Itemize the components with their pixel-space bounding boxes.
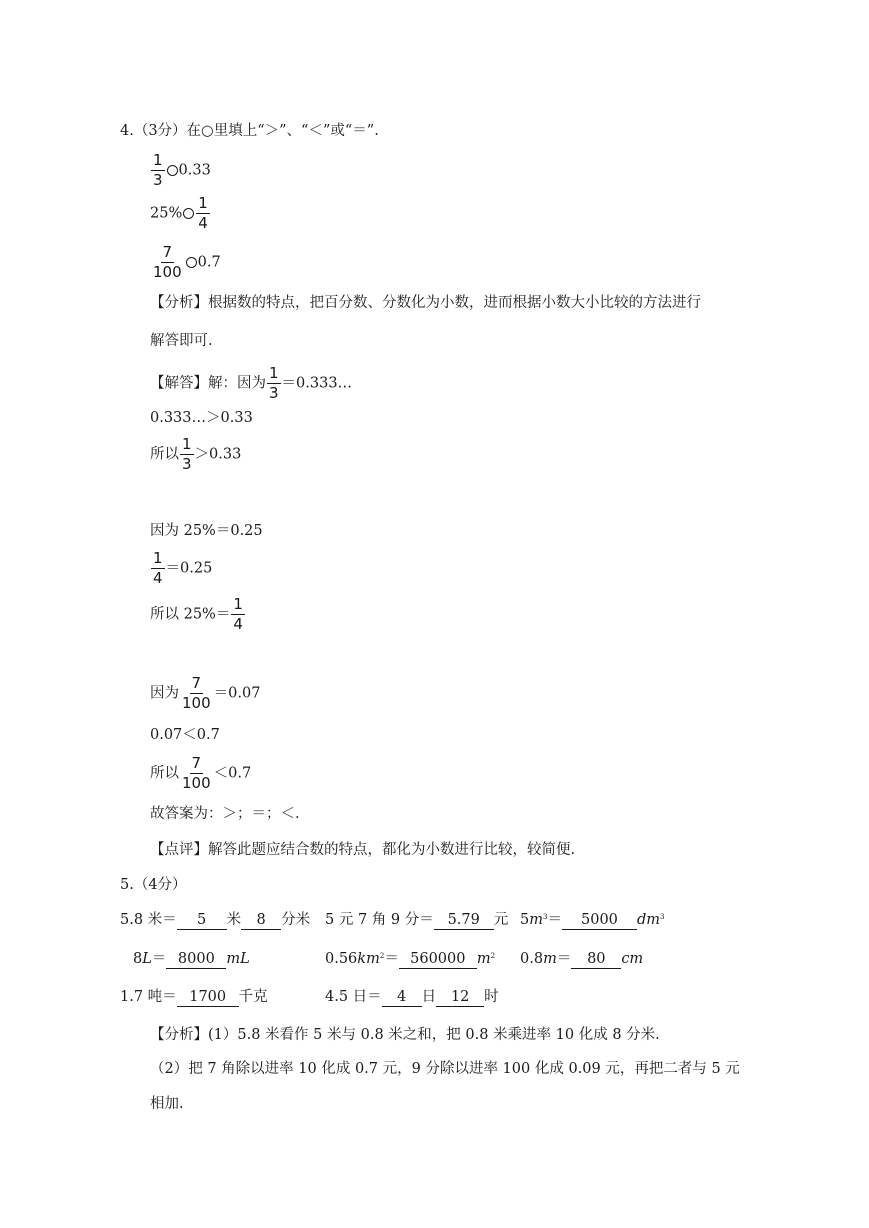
q5-row-1c: $5m^3= 5000$ $dm^3$ xyxy=(520,912,665,928)
answer-circle xyxy=(186,257,197,268)
q4-solution-7: 因为 $\frac{7}{100}$ ＝0.07 xyxy=(150,674,261,712)
answer-blank: 12 xyxy=(436,989,484,1007)
fraction: $\frac{1}{4}$ xyxy=(153,549,163,587)
q4-item-1: $\frac{1}{3}$ 0.33 xyxy=(153,151,211,189)
fraction: $\frac{7}{100}$ xyxy=(182,674,211,712)
q5-row-1a: 5.8 米＝ 5 米 8 分米 xyxy=(120,912,311,928)
answer-blank: 8000 xyxy=(166,951,226,969)
answer-blank: 5.79 xyxy=(434,912,494,930)
question-4-header: 4.（3分）在○里填上“＞”、“＜”或“＝”. xyxy=(120,123,379,139)
fraction: $\frac{1}{3}$ xyxy=(182,435,192,473)
fraction: $\frac{7}{100}$ xyxy=(153,243,182,281)
fraction: $\frac{1}{3}$ xyxy=(153,151,163,189)
q4-solution-2: 0.333…＞0.33 xyxy=(150,410,253,426)
q4-solution-4: 因为 25%＝0.25 xyxy=(150,523,263,539)
answer-blank: 5 xyxy=(177,912,227,930)
fraction: $\frac{1}{3}$ xyxy=(269,364,279,402)
q5-analysis-3: 相加. xyxy=(150,1096,184,1112)
q4-solution-3: 所以 $\frac{1}{3}$ ＞0.33 xyxy=(150,435,242,473)
q4-analysis: 【分析】根据数的特点，把百分数、分数化为小数，进而根据小数大小比较的方法进行 xyxy=(150,295,701,311)
answer-blank: 8 xyxy=(241,912,281,930)
q4-item-2: 25% $\frac{1}{4}$ xyxy=(150,194,208,232)
answer-circle xyxy=(183,208,194,219)
answer-blank: 560000 xyxy=(399,951,477,969)
q4-solution-8: 0.07＜0.7 xyxy=(150,727,220,743)
q4-analysis-cont: 解答即可. xyxy=(150,333,213,349)
answer-blank: 5000 xyxy=(562,912,637,930)
q5-row-2b: $0.56km^2= 560000$ $m^2$ xyxy=(325,951,496,967)
q5-analysis-1: 【分析】(1）5.8 米看作 5 米与 0.8 米之和，把 0.8 米乘进率 10 化成 8 分米. xyxy=(150,1027,660,1043)
q4-answer: 故答案为：＞；＝；＜. xyxy=(150,806,300,822)
q5-row-1b: 5 元 7 角 9 分＝ 5.79 元 xyxy=(325,912,509,928)
question-5-header: 5.（4分） xyxy=(120,877,187,893)
answer-blank: 4 xyxy=(382,989,422,1007)
q4-item-3: $\frac{7}{100}$ 0.7 xyxy=(153,243,221,281)
q4-solution-9: 所以 $\frac{7}{100}$ ＜0.7 xyxy=(150,754,252,792)
fraction: $\frac{1}{4}$ xyxy=(198,194,208,232)
fraction: $\frac{1}{4}$ xyxy=(233,595,243,633)
q5-row-3a: 1.7 吨＝ 1700 千克 xyxy=(120,989,268,1005)
q5-row-3b: 4.5 日＝ 4 日 12 时 xyxy=(325,989,499,1005)
q4-solution-1: 【解答】解：因为 $\frac{1}{3}$ ＝0.333… xyxy=(150,364,353,402)
q4-solution-5: $\frac{1}{4}$ ＝0.25 xyxy=(153,549,213,587)
q5-row-2a: 8L＝ 8000 mL xyxy=(133,951,250,967)
q5-analysis-2: （2）把 7 角除以进率 10 化成 0.7 元，9 分除以进率 100 化成 0.09 元，再把二者与 5 元 xyxy=(150,1061,740,1077)
q4-solution-6: 所以 25%＝ $\frac{1}{4}$ xyxy=(150,595,243,633)
answer-blank: 80 xyxy=(571,951,621,969)
answer-blank: 1700 xyxy=(177,989,239,1007)
answer-circle xyxy=(167,165,178,176)
q4-comment: 【点评】解答此题应结合数的特点，都化为小数进行比较，较简便. xyxy=(150,842,576,858)
q5-row-2c: 0.8m＝ 80 cm xyxy=(520,951,644,967)
fraction: $\frac{7}{100}$ xyxy=(182,754,211,792)
